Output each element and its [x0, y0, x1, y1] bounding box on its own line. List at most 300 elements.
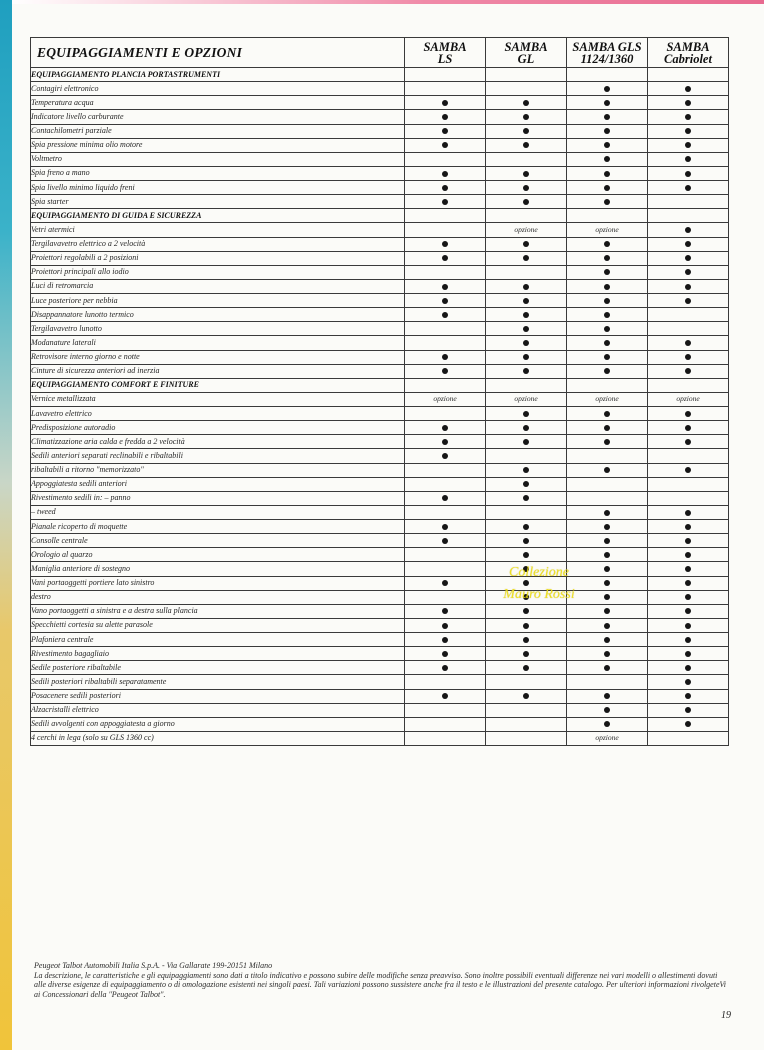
- standard-dot-icon: [685, 665, 691, 671]
- availability-cell: [648, 350, 729, 364]
- table-row: [31, 477, 729, 491]
- availability-cell: [567, 717, 648, 731]
- standard-dot-icon: [604, 185, 610, 191]
- availability-cell: [567, 265, 648, 279]
- standard-dot-icon: [604, 171, 610, 177]
- standard-dot-icon: [523, 199, 529, 205]
- feature-label: Vernice metallizzata: [31, 392, 405, 406]
- standard-dot-icon: [442, 538, 448, 544]
- standard-dot-icon: [685, 340, 691, 346]
- availability-cell: [405, 350, 486, 364]
- availability-cell: [648, 421, 729, 435]
- standard-dot-icon: [604, 86, 610, 92]
- availability-cell: [405, 166, 486, 180]
- availability-cell: [405, 407, 486, 421]
- feature-label: 4 cerchi in lega (solo su GLS 1360 cc): [31, 731, 405, 745]
- availability-cell: [567, 96, 648, 110]
- availability-cell: [486, 604, 567, 618]
- feature-label: Sedili anteriori separati reclinabili e ribaltabili: [31, 449, 405, 463]
- standard-dot-icon: [685, 721, 691, 727]
- standard-dot-icon: [523, 552, 529, 558]
- section-empty-cell: [486, 68, 567, 82]
- availability-cell: [567, 703, 648, 717]
- table-row: [31, 181, 729, 195]
- availability-cell: [648, 618, 729, 632]
- feature-label: Rivestimento bagagliaio: [31, 647, 405, 661]
- availability-cell: [405, 237, 486, 251]
- standard-dot-icon: [685, 439, 691, 445]
- availability-cell: [648, 265, 729, 279]
- availability-cell: [486, 110, 567, 124]
- standard-dot-icon: [442, 439, 448, 445]
- table-row: [31, 407, 729, 421]
- feature-label: – tweed: [31, 505, 405, 519]
- availability-cell: [567, 181, 648, 195]
- availability-cell: [648, 689, 729, 703]
- standard-dot-icon: [523, 185, 529, 191]
- availability-cell: [648, 110, 729, 124]
- availability-cell: [567, 520, 648, 534]
- table-row: [31, 166, 729, 180]
- availability-cell: [405, 110, 486, 124]
- standard-dot-icon: [604, 467, 610, 473]
- feature-label: Posacenere sedili posteriori: [31, 689, 405, 703]
- availability-cell: [486, 463, 567, 477]
- availability-cell: [486, 308, 567, 322]
- availability-cell: [486, 336, 567, 350]
- availability-cell: [648, 661, 729, 675]
- page-edge-left: [0, 0, 12, 1050]
- availability-cell: [648, 195, 729, 209]
- table-row: [31, 576, 729, 590]
- standard-dot-icon: [685, 114, 691, 120]
- availability-cell: [486, 491, 567, 505]
- standard-dot-icon: [604, 284, 610, 290]
- table-row: [31, 647, 729, 661]
- availability-cell: [567, 491, 648, 505]
- table-row: [31, 223, 729, 237]
- standard-dot-icon: [685, 284, 691, 290]
- availability-cell: [648, 152, 729, 166]
- availability-cell: [567, 364, 648, 378]
- availability-cell: [567, 279, 648, 293]
- availability-cell: [486, 322, 567, 336]
- table-row: [31, 308, 729, 322]
- table-row: [31, 152, 729, 166]
- option-label: opzione: [433, 394, 457, 404]
- availability-cell: [648, 449, 729, 463]
- feature-label: Temperatura acqua: [31, 96, 405, 110]
- availability-cell: [648, 731, 729, 745]
- availability-cell: [648, 322, 729, 336]
- availability-cell: [648, 294, 729, 308]
- feature-label: Maniglia anteriore di sostegno: [31, 562, 405, 576]
- standard-dot-icon: [523, 538, 529, 544]
- standard-dot-icon: [604, 665, 610, 671]
- availability-cell: [486, 703, 567, 717]
- standard-dot-icon: [523, 114, 529, 120]
- availability-cell: [405, 689, 486, 703]
- availability-cell: [648, 364, 729, 378]
- feature-label: Proiettori regolabili a 2 posizioni: [31, 251, 405, 265]
- availability-cell: [405, 336, 486, 350]
- standard-dot-icon: [685, 411, 691, 417]
- availability-cell: [648, 534, 729, 548]
- feature-label: Retrovisore interno giorno e notte: [31, 350, 405, 364]
- table-title: EQUIPAGGIAMENTI E OPZIONI: [31, 38, 405, 68]
- section-empty-cell: [405, 209, 486, 223]
- column-header-line1: SAMBA: [423, 39, 467, 54]
- standard-dot-icon: [604, 255, 610, 261]
- table-row: [31, 421, 729, 435]
- standard-dot-icon: [523, 255, 529, 261]
- table-body: [31, 68, 729, 746]
- standard-dot-icon: [604, 623, 610, 629]
- availability-cell: [567, 534, 648, 548]
- standard-dot-icon: [604, 156, 610, 162]
- availability-cell: [405, 223, 486, 237]
- availability-cell: [486, 618, 567, 632]
- column-header-line1: SAMBA GLS: [572, 39, 642, 54]
- availability-cell: [567, 110, 648, 124]
- option-label: opzione: [595, 394, 619, 404]
- standard-dot-icon: [523, 354, 529, 360]
- availability-cell: [567, 435, 648, 449]
- availability-cell: [648, 251, 729, 265]
- standard-dot-icon: [442, 368, 448, 374]
- footer-note: [34, 961, 728, 999]
- table-row: [31, 350, 729, 364]
- availability-cell: [648, 181, 729, 195]
- standard-dot-icon: [442, 114, 448, 120]
- standard-dot-icon: [442, 100, 448, 106]
- availability-cell: [405, 731, 486, 745]
- column-header-line2: 1124/1360: [580, 51, 634, 66]
- feature-label: Predisposizione autoradio: [31, 421, 405, 435]
- column-header-line2: Cabriolet: [664, 51, 712, 66]
- standard-dot-icon: [442, 665, 448, 671]
- feature-label: Pianale ricoperto di moquette: [31, 520, 405, 534]
- availability-cell: [486, 251, 567, 265]
- availability-cell: [567, 647, 648, 661]
- section-row: [31, 378, 729, 392]
- standard-dot-icon: [442, 312, 448, 318]
- standard-dot-icon: [604, 368, 610, 374]
- availability-cell: [567, 407, 648, 421]
- standard-dot-icon: [685, 594, 691, 600]
- availability-cell: [486, 661, 567, 675]
- column-header: [486, 38, 567, 68]
- availability-cell: [486, 82, 567, 96]
- table-row: [31, 463, 729, 477]
- availability-cell: [648, 435, 729, 449]
- availability-cell: [567, 661, 648, 675]
- availability-cell: [405, 717, 486, 731]
- availability-cell: [405, 661, 486, 675]
- feature-label: Cinture di sicurezza anteriori ad inerzia: [31, 364, 405, 378]
- availability-cell: [567, 308, 648, 322]
- availability-cell: [567, 421, 648, 435]
- section-empty-cell: [648, 68, 729, 82]
- availability-cell: [405, 322, 486, 336]
- availability-cell: [486, 152, 567, 166]
- availability-cell: [567, 548, 648, 562]
- standard-dot-icon: [604, 637, 610, 643]
- availability-cell: [648, 237, 729, 251]
- standard-dot-icon: [685, 128, 691, 134]
- table-row: [31, 491, 729, 505]
- availability-cell: [648, 166, 729, 180]
- availability-cell: [648, 520, 729, 534]
- feature-label: Alzacristalli elettrico: [31, 703, 405, 717]
- standard-dot-icon: [685, 693, 691, 699]
- standard-dot-icon: [604, 608, 610, 614]
- availability-cell: [405, 392, 486, 406]
- standard-dot-icon: [685, 185, 691, 191]
- table-row: [31, 618, 729, 632]
- standard-dot-icon: [604, 114, 610, 120]
- footer-disclaimer: La descrizione, le caratteristiche e gli equipaggiamenti sono dati a titolo indicativo e possono subire delle modifiche senza preavviso. Sono inoltre possibili eventuali differenze nei vari modelli o allestimenti dovuti alle diverse esigenze di equipaggiamento o di omologazione esistenti nei singoli paesi. Tali variazioni possono sussistere anche fra il testo e le illustrazioni del presente catalogo. Per ulteriori informazioni rivolgeteVi ai Concessionari della "Peugeot Talbot".: [34, 970, 727, 999]
- standard-dot-icon: [442, 199, 448, 205]
- availability-cell: [486, 731, 567, 745]
- availability-cell: [648, 562, 729, 576]
- standard-dot-icon: [523, 637, 529, 643]
- standard-dot-icon: [442, 128, 448, 134]
- availability-cell: [405, 647, 486, 661]
- availability-cell: [486, 675, 567, 689]
- availability-cell: [486, 223, 567, 237]
- availability-cell: [486, 392, 567, 406]
- feature-label: Rivestimento sedili in: – panno: [31, 491, 405, 505]
- availability-cell: [648, 124, 729, 138]
- availability-cell: [648, 633, 729, 647]
- feature-label: Spia starter: [31, 195, 405, 209]
- availability-cell: [648, 308, 729, 322]
- availability-cell: [567, 505, 648, 519]
- standard-dot-icon: [685, 269, 691, 275]
- availability-cell: [486, 138, 567, 152]
- standard-dot-icon: [523, 665, 529, 671]
- standard-dot-icon: [442, 651, 448, 657]
- standard-dot-icon: [442, 185, 448, 191]
- column-header: [567, 38, 648, 68]
- availability-cell: [405, 82, 486, 96]
- standard-dot-icon: [604, 411, 610, 417]
- standard-dot-icon: [685, 608, 691, 614]
- standard-dot-icon: [523, 128, 529, 134]
- availability-cell: [405, 505, 486, 519]
- availability-cell: [405, 138, 486, 152]
- availability-cell: [486, 534, 567, 548]
- standard-dot-icon: [523, 608, 529, 614]
- feature-label: Spia livello minimo liquido freni: [31, 181, 405, 195]
- availability-cell: [486, 124, 567, 138]
- standard-dot-icon: [523, 284, 529, 290]
- feature-label: Appoggiatesta sedili anteriori: [31, 477, 405, 491]
- standard-dot-icon: [604, 269, 610, 275]
- feature-label: Vano portaoggetti a sinistra e a destra sulla plancia: [31, 604, 405, 618]
- availability-cell: [405, 435, 486, 449]
- feature-label: Sedili posteriori ribaltabili separatamente: [31, 675, 405, 689]
- availability-cell: [567, 689, 648, 703]
- section-empty-cell: [405, 378, 486, 392]
- standard-dot-icon: [523, 693, 529, 699]
- equipment-table: [30, 37, 729, 746]
- availability-cell: [567, 463, 648, 477]
- feature-label: Specchietti cortesia su alette parasole: [31, 618, 405, 632]
- standard-dot-icon: [442, 298, 448, 304]
- availability-cell: [648, 138, 729, 152]
- availability-cell: [486, 181, 567, 195]
- availability-cell: [648, 279, 729, 293]
- table-row: [31, 251, 729, 265]
- availability-cell: [486, 647, 567, 661]
- availability-cell: [486, 435, 567, 449]
- standard-dot-icon: [685, 467, 691, 473]
- availability-cell: [405, 463, 486, 477]
- standard-dot-icon: [604, 580, 610, 586]
- availability-cell: [405, 308, 486, 322]
- standard-dot-icon: [442, 453, 448, 459]
- table-row: [31, 237, 729, 251]
- option-label: opzione: [514, 394, 538, 404]
- standard-dot-icon: [523, 623, 529, 629]
- section-empty-cell: [567, 209, 648, 223]
- section-row: [31, 68, 729, 82]
- feature-label: Indicatore livello carburante: [31, 110, 405, 124]
- availability-cell: [405, 96, 486, 110]
- section-title: EQUIPAGGIAMENTO COMFORT E FINITURE: [31, 378, 405, 392]
- standard-dot-icon: [604, 326, 610, 332]
- table-row: [31, 336, 729, 350]
- table-header-row: [31, 38, 729, 68]
- availability-cell: [567, 223, 648, 237]
- standard-dot-icon: [523, 100, 529, 106]
- table-row: [31, 124, 729, 138]
- standard-dot-icon: [604, 566, 610, 572]
- standard-dot-icon: [604, 651, 610, 657]
- standard-dot-icon: [604, 298, 610, 304]
- availability-cell: [405, 534, 486, 548]
- option-label: opzione: [595, 733, 619, 743]
- table-row: [31, 675, 729, 689]
- feature-label: destro: [31, 590, 405, 604]
- table-row: [31, 548, 729, 562]
- collection-watermark: [474, 562, 604, 606]
- standard-dot-icon: [604, 538, 610, 544]
- standard-dot-icon: [685, 241, 691, 247]
- table-row: [31, 435, 729, 449]
- feature-label: Luce posteriore per nebbia: [31, 294, 405, 308]
- availability-cell: [567, 336, 648, 350]
- standard-dot-icon: [442, 608, 448, 614]
- availability-cell: [567, 166, 648, 180]
- availability-cell: [648, 96, 729, 110]
- feature-label: Spia pressione minima olio motore: [31, 138, 405, 152]
- availability-cell: [648, 717, 729, 731]
- standard-dot-icon: [523, 298, 529, 304]
- standard-dot-icon: [604, 312, 610, 318]
- availability-cell: [486, 294, 567, 308]
- availability-cell: [567, 618, 648, 632]
- standard-dot-icon: [685, 354, 691, 360]
- feature-label: Sedile posteriore ribaltabile: [31, 661, 405, 675]
- standard-dot-icon: [523, 241, 529, 247]
- standard-dot-icon: [523, 171, 529, 177]
- standard-dot-icon: [604, 354, 610, 360]
- availability-cell: [567, 731, 648, 745]
- standard-dot-icon: [604, 100, 610, 106]
- standard-dot-icon: [685, 623, 691, 629]
- availability-cell: [486, 633, 567, 647]
- availability-cell: [648, 675, 729, 689]
- availability-cell: [486, 166, 567, 180]
- section-empty-cell: [567, 68, 648, 82]
- feature-label: Orologio al quarzo: [31, 548, 405, 562]
- standard-dot-icon: [685, 298, 691, 304]
- availability-cell: [567, 633, 648, 647]
- standard-dot-icon: [685, 227, 691, 233]
- column-header-line1: SAMBA: [666, 39, 710, 54]
- standard-dot-icon: [604, 439, 610, 445]
- feature-label: Plafoniera centrale: [31, 633, 405, 647]
- availability-cell: [486, 407, 567, 421]
- availability-cell: [405, 618, 486, 632]
- availability-cell: [567, 195, 648, 209]
- table-row: [31, 590, 729, 604]
- standard-dot-icon: [604, 241, 610, 247]
- availability-cell: [405, 265, 486, 279]
- availability-cell: [567, 138, 648, 152]
- standard-dot-icon: [604, 552, 610, 558]
- feature-label: ribaltabili a ritorno "memorizzato": [31, 463, 405, 477]
- availability-cell: [648, 223, 729, 237]
- table-row: [31, 703, 729, 717]
- availability-cell: [486, 237, 567, 251]
- table-row: [31, 364, 729, 378]
- standard-dot-icon: [523, 142, 529, 148]
- availability-cell: [648, 477, 729, 491]
- section-empty-cell: [486, 378, 567, 392]
- availability-cell: [648, 548, 729, 562]
- availability-cell: [405, 152, 486, 166]
- standard-dot-icon: [523, 326, 529, 332]
- option-label: opzione: [514, 224, 538, 234]
- standard-dot-icon: [442, 255, 448, 261]
- feature-label: Spia freno a mano: [31, 166, 405, 180]
- standard-dot-icon: [523, 467, 529, 473]
- availability-cell: [567, 604, 648, 618]
- table-row: [31, 562, 729, 576]
- availability-cell: [486, 505, 567, 519]
- table-row: [31, 689, 729, 703]
- footer-company: Peugeot Talbot Automobili Italia S.p.A. - Via Gallarate 199-20151 Milano: [34, 961, 273, 970]
- standard-dot-icon: [442, 495, 448, 501]
- standard-dot-icon: [523, 425, 529, 431]
- availability-cell: [486, 477, 567, 491]
- standard-dot-icon: [685, 156, 691, 162]
- standard-dot-icon: [685, 651, 691, 657]
- availability-cell: [567, 124, 648, 138]
- availability-cell: [648, 505, 729, 519]
- feature-label: Consolle centrale: [31, 534, 405, 548]
- section-empty-cell: [405, 68, 486, 82]
- standard-dot-icon: [685, 679, 691, 685]
- watermark-line: Collezione: [509, 565, 569, 580]
- availability-cell: [405, 675, 486, 689]
- feature-label: Lavavetro elettrico: [31, 407, 405, 421]
- availability-cell: [486, 195, 567, 209]
